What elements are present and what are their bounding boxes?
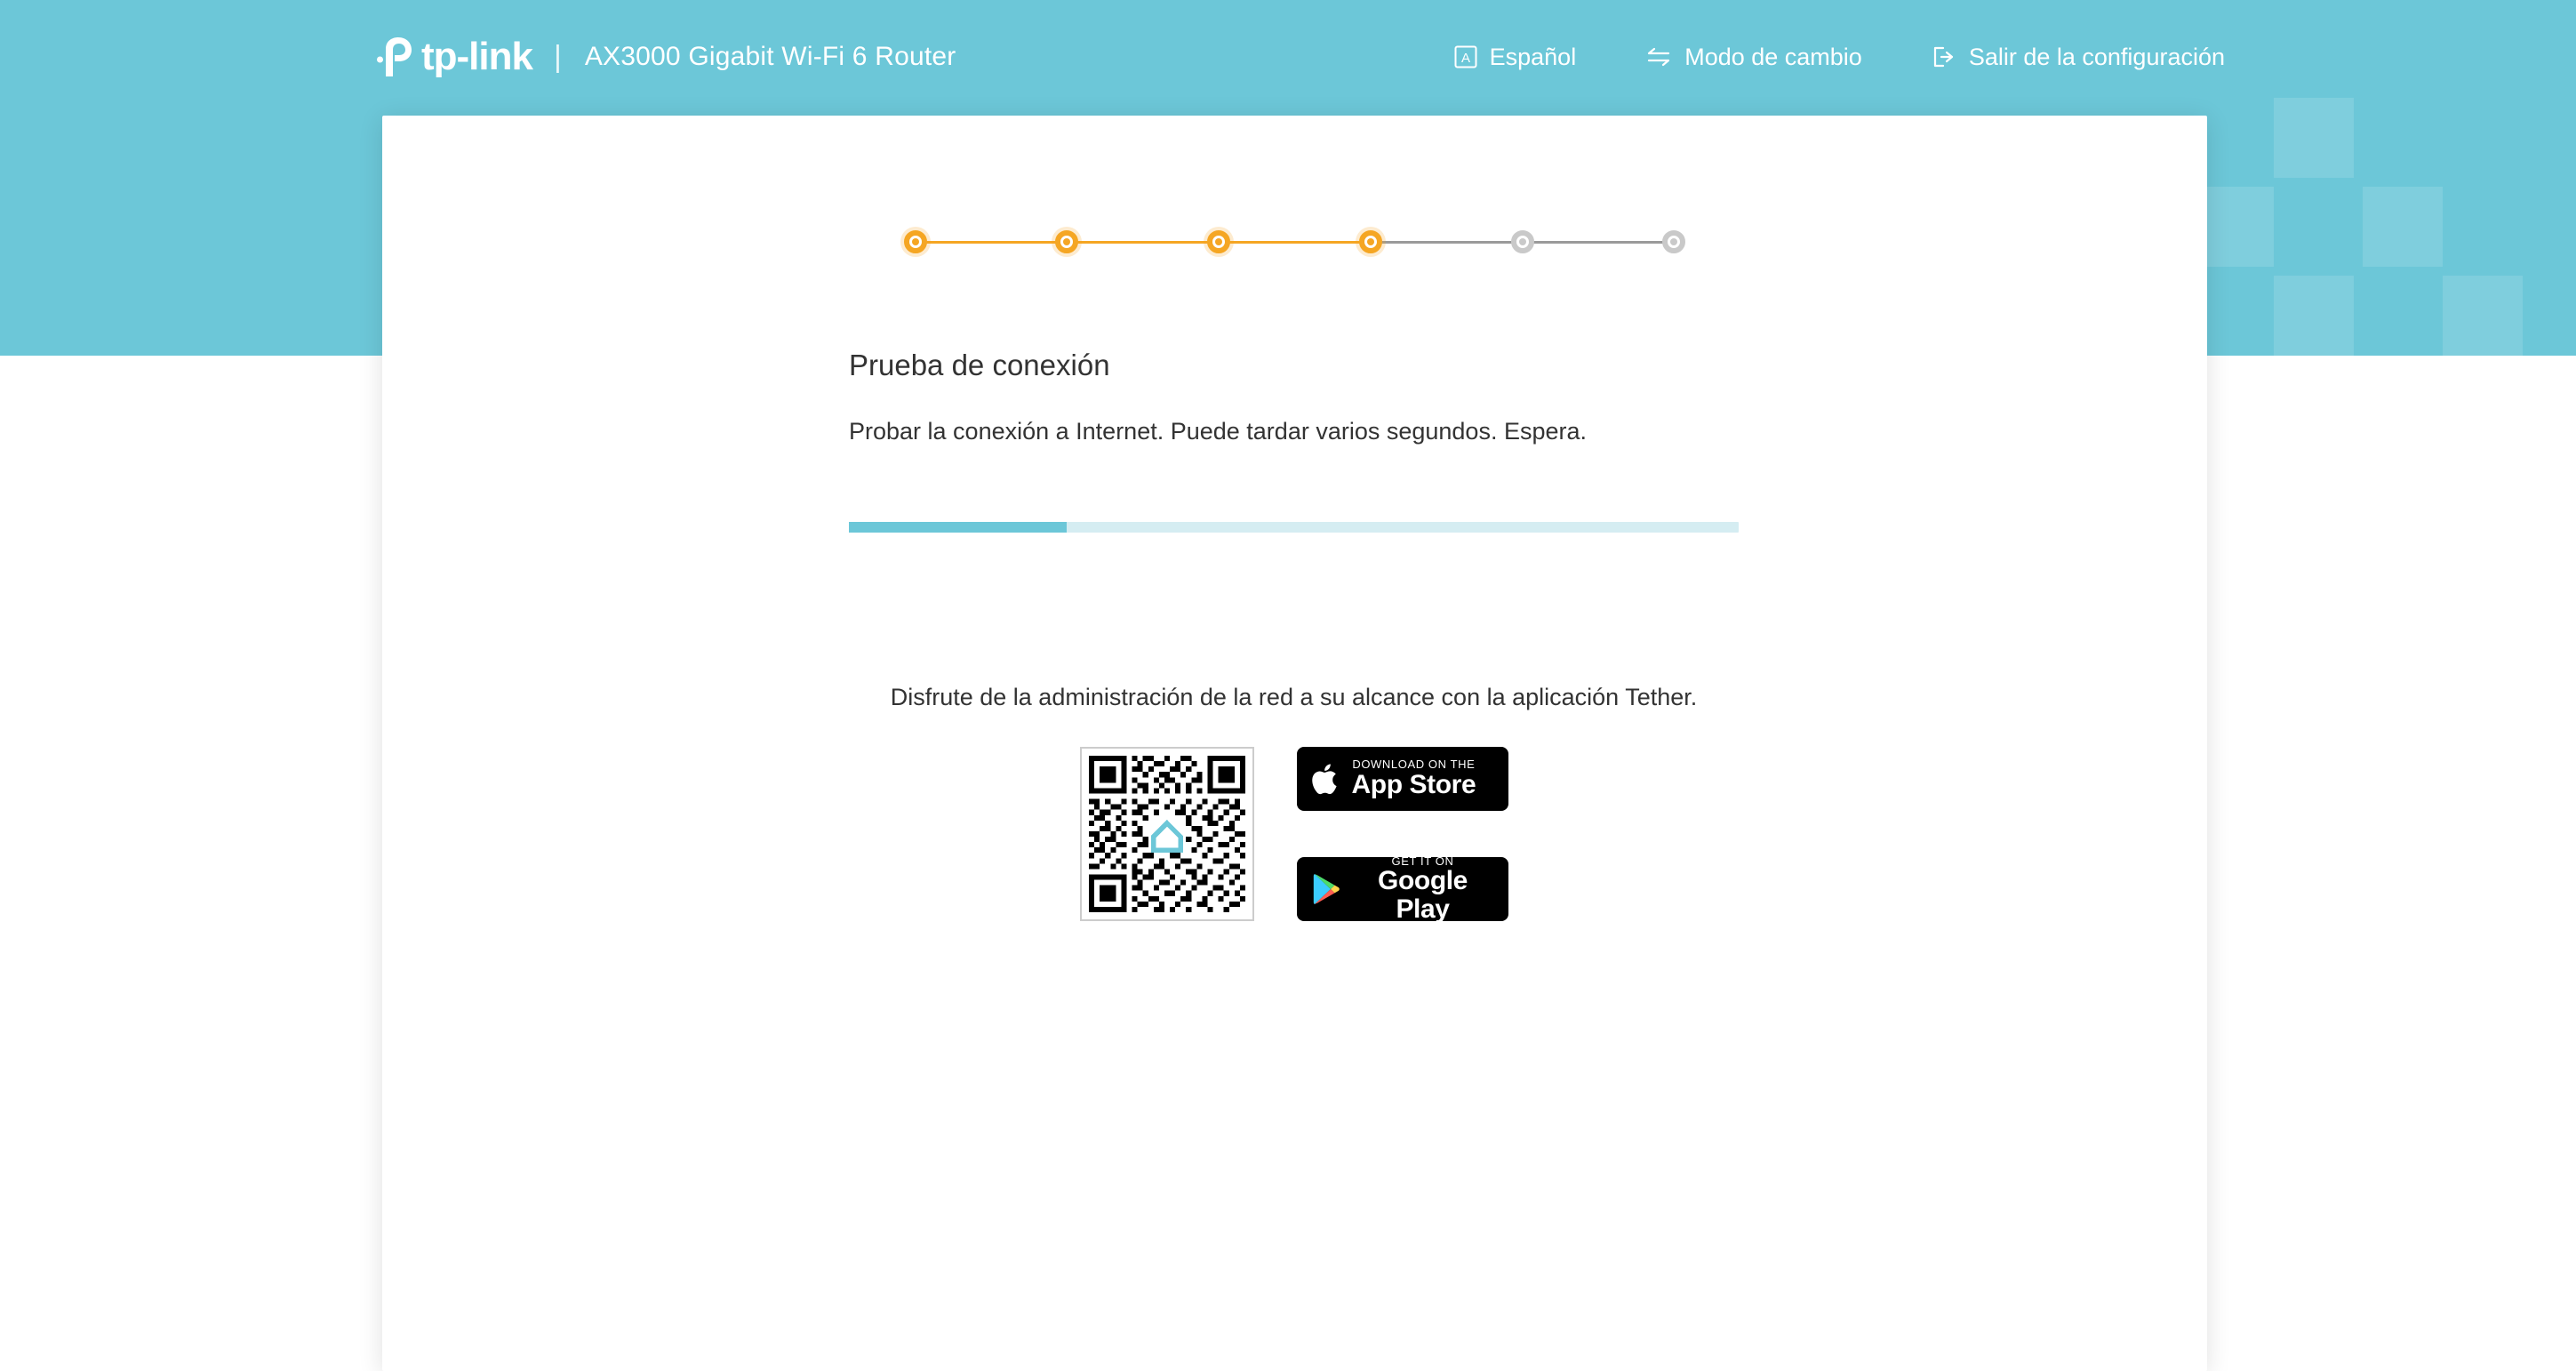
google-play-button[interactable] (1297, 854, 1508, 924)
step-3[interactable] (1207, 230, 1230, 253)
app-store-button[interactable] (1297, 747, 1508, 811)
decoration-square (2363, 187, 2443, 267)
step-1[interactable] (904, 230, 927, 253)
tether-promo (849, 684, 1739, 924)
store-buttons (1297, 747, 1508, 924)
switch-mode-label: Modo de cambio (1684, 43, 1862, 70)
step-4[interactable] (1359, 230, 1382, 253)
exit-setup-button[interactable] (1932, 44, 2225, 71)
tplink-logo-text: tp-link (421, 35, 532, 78)
app-store-big-label: App Store (1351, 770, 1476, 800)
apple-icon (1311, 761, 1341, 797)
connection-test-progress (849, 522, 1739, 533)
language-icon (1454, 45, 1477, 68)
header-actions (1385, 44, 2225, 71)
exit-icon (1932, 45, 1956, 68)
google-play-big-label: Google Play (1378, 866, 1468, 924)
app-store-small-label: DOWNLOAD ON THE (1352, 758, 1476, 772)
tether-promo-row (849, 747, 1739, 924)
page-title: Prueba de conexión (849, 349, 1110, 381)
language-button[interactable] (1454, 44, 1577, 71)
tplink-logo-icon (377, 36, 414, 77)
step-5[interactable] (1511, 230, 1534, 253)
svg-text:A: A (1460, 51, 1470, 66)
brand-area (377, 36, 956, 77)
app-header (0, 0, 2576, 114)
tplink-logo (377, 36, 532, 77)
tether-qr-code (1080, 747, 1254, 921)
step-6[interactable] (1662, 230, 1685, 253)
decoration-square (2443, 276, 2523, 356)
app-store-labels (1352, 758, 1476, 798)
language-label: Español (1489, 43, 1577, 70)
google-play-small-label: GET IT ON (1391, 854, 1454, 868)
router-model-label: AX3000 Gigabit Wi-Fi 6 Router (584, 42, 956, 71)
step-2[interactable] (1055, 230, 1078, 253)
brand-divider: | (553, 39, 562, 74)
progress-fill (849, 522, 1067, 533)
switch-mode-icon (1645, 45, 1672, 68)
card-content (382, 349, 2207, 924)
page-subtitle: Probar la conexión a Internet. Puede tardar varios segundos. Espera. (849, 418, 1587, 445)
stepper-track-completed (922, 241, 1375, 244)
exit-setup-label: Salir de la configuración (1968, 43, 2225, 70)
decoration-square (2274, 276, 2354, 356)
switch-mode-button[interactable] (1645, 44, 1862, 71)
google-play-labels (1352, 855, 1494, 924)
tether-promo-text: Disfrute de la administración de la red a su alcance con la aplicación Tether. (890, 684, 1698, 710)
google-play-icon (1311, 872, 1341, 906)
setup-card (382, 116, 2207, 1371)
setup-stepper (904, 224, 1686, 260)
